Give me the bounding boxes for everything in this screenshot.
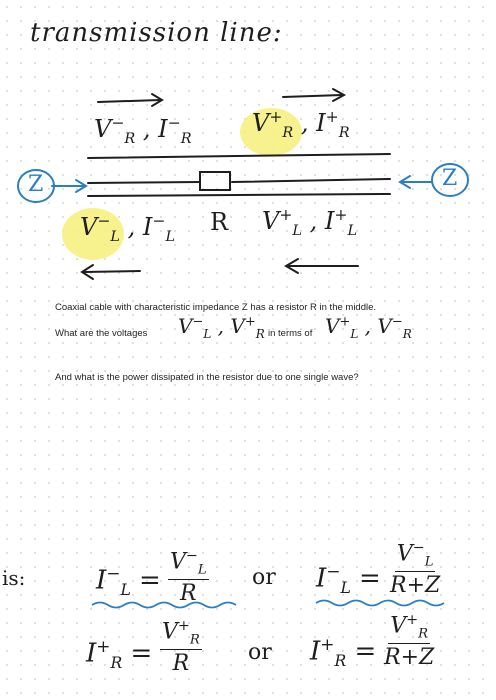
label-vl-minus-il-minus: $V^-_L$ , $I^-_L$ — [80, 212, 175, 245]
arrow-top-left — [98, 94, 162, 106]
eq1-right-lhs: $I^-_L$ = — [316, 561, 381, 597]
eq2-left-lhs: $I^+_R$ = — [86, 636, 153, 672]
label-vl-plus-il-plus: $V^+_L$ , $I^+_L$ — [262, 206, 357, 239]
question-vars-in-terms: $V^+_L$ , $V^-_R$ — [325, 314, 412, 341]
arrow-left-z — [52, 180, 86, 192]
underline-squiggle-left — [92, 603, 236, 608]
underline-squiggle-right — [316, 601, 444, 606]
answer-prefix: is: — [2, 566, 26, 590]
question-line-3: And what is the power dissipated in the resistor due to one single wave? — [55, 372, 359, 383]
right-impedance-label: Z — [442, 166, 458, 191]
label-vr-plus-ir-plus: $V^+_R$ , $I^+_R$ — [252, 108, 350, 141]
resistor-icon — [200, 172, 230, 190]
question-line-2-prefix: What are the voltages — [55, 328, 148, 339]
eq2-right-lhs: $I^+_R$ = — [310, 634, 377, 670]
label-vr-minus-ir-minus: $V^-_R$ , $I^-_R$ — [94, 114, 192, 147]
question-vars-vl-vr: $V^-_L$ , $V^+_R$ — [178, 314, 265, 341]
arrow-right-z — [400, 176, 432, 188]
or-connector-1: or — [252, 565, 276, 590]
eq1-right-fraction: $\frac{V^-_L}{R+Z}$ — [390, 540, 441, 598]
arrow-top-right — [283, 89, 344, 101]
or-connector-2: or — [248, 640, 272, 665]
eq2-right-fraction: $\frac{V^+_R}{R+Z}$ — [384, 612, 435, 670]
arrow-bottom-right — [286, 259, 358, 273]
page-title: transmission line: — [30, 18, 283, 48]
eq1-left-lhs: $I^-_L$ = — [96, 563, 161, 599]
coax-cable — [88, 154, 390, 196]
arrow-bottom-left — [82, 265, 140, 279]
left-impedance-label: Z — [28, 172, 44, 197]
resistor-label: R — [210, 208, 229, 236]
question-line-1: Coaxial cable with characteristic impedance Z has a resistor R in the middle. — [55, 302, 377, 313]
eq2-left-fraction: $\frac{V^+_R}{R}$ — [162, 618, 200, 676]
question-line-2-middle: in terms of — [268, 328, 313, 339]
eq1-left-fraction: $\frac{V^-_L}{R}$ — [170, 548, 207, 606]
